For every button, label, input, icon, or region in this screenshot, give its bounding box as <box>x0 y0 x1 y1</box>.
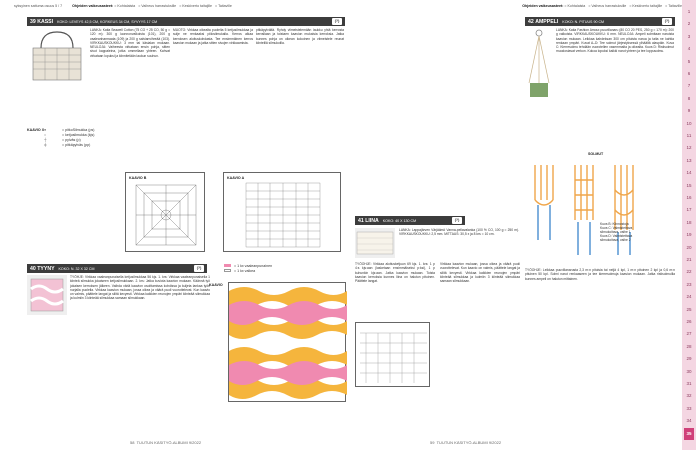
knot-captions <box>600 222 632 242</box>
magazine-name-right: TUUTUN KÄSITYÖ-ALBUMI 9/2022 <box>436 440 502 445</box>
page-tab[interactable]: 21 <box>686 257 692 262</box>
section-number: 42 <box>528 18 534 25</box>
section-title: AMPPELI <box>535 18 559 25</box>
section-title: LIINA <box>365 217 379 224</box>
page-tab-strip <box>682 0 696 450</box>
kassi-instructions-cont: pitkäpylväitä. Ryhdy viimeistelemään laukku yhtä kerrosta kerrallaan ja toistaen kaavion mukaisia kerroksia. Jatka kunnes pohja on oikean kokoinen ja viimeistele reunat kiinteillä silmukoilla. <box>256 28 344 45</box>
ps-symbol-icon: ● <box>44 128 47 132</box>
pp-symbol-icon: ╪ <box>44 143 47 147</box>
liina-materials-text: LANKA: Lappajärven Värjäämö Vanna-pellavalanka (100 % CO, 100 g = 250 m). VIRKKAUSKOUKKU: 2,5 mm. MITTAUS: 30,5 x ja 8 krs = 10 cm. <box>399 228 519 237</box>
kassi-instructions-text: MUOTO: Virkkaa oikealta puolelta 5 ketjusilmukkaa ja sulje ne renkaaksi piilosilmukalla. Kerros alkaa kerroksen aloituskohdasta. Tee ensimmäinen kerros kaavion mukaan ja jatka sitten sivujen virkkaamista. <box>173 28 253 45</box>
page-tab[interactable]: 32 <box>686 393 692 399</box>
level-legend-title-right: Ohjeiden vaikeusasteet: <box>522 4 564 8</box>
section-header-ampeli <box>525 17 675 26</box>
white-swatch-icon <box>224 269 234 274</box>
crochet-chart-b <box>125 172 205 252</box>
difficulty-badge: (?) <box>332 18 342 25</box>
page-number-left: 58 <box>130 440 135 445</box>
page-tab[interactable]: 33 <box>686 405 692 411</box>
level-legend-right-item-2: = Vaiheus harrastuksille <box>588 4 627 8</box>
level-legend-right-item-3: = Keskiverto taitajille <box>629 4 663 8</box>
difficulty-badge: (?) <box>452 217 462 224</box>
section-size: KOKO: LEVEYS 42,5 CM, KORKEUS 34 CM, SYVYYS 17 CM <box>57 19 158 24</box>
section-title: KASSI <box>37 18 54 25</box>
section-size: KOKO: N. 32 X 32 CM <box>58 266 95 271</box>
section-header-liina <box>355 216 465 225</box>
level-legend-right-item-1: = Kohtalaista <box>564 4 586 8</box>
page-tab[interactable]: 20 <box>686 244 692 250</box>
ampeli-instructions-text: TYÖOHJE: Leikkaa puuvillanarusta 2,3 m:n pituisia tai neljä 4 kpl, 1 m:n pituinen 2 kpl ja 0,6 m:n pituinen 50 kpl. Solmi narut renkaaseen ja tee kierresolmuja kaavion mukaan. Jatka ristisolmuilla kunnes ampeli on halutun mittainen. <box>525 268 675 281</box>
page-tab[interactable]: 8 <box>687 95 691 101</box>
chart-label-b: KAAVIO B <box>129 176 147 180</box>
page-tab[interactable]: 3 <box>687 33 691 39</box>
plant-hanger-photo <box>525 28 553 108</box>
page-tab[interactable]: 9 <box>687 108 691 114</box>
caption-line: Kuva D: Valmistettava <box>600 234 633 238</box>
page-tab[interactable]: 25 <box>686 306 692 312</box>
level-legend-item-2: = Vaiheus harrastuksille <box>138 4 177 8</box>
legend-item: = 1 kx vaaleanpunainen <box>234 264 273 268</box>
liina-instructions-cont: Virkkaa kaavion mukaan, jossa oikea ja väärä puoli vuorottelevat. Kun kaavio on valmis, päättele langat ja silitä kevyesti. Virkkaa kaikkien reunojen ympäri kiinteää silmukkaa ja kulmiin 3 kiinteää silmukkaa samaan silmukkaan. <box>440 262 520 284</box>
ampeli-materials-text <box>556 28 674 148</box>
page-tab[interactable]: 17 <box>686 207 692 213</box>
color-legend <box>224 264 272 274</box>
page-tab[interactable]: 7 <box>687 83 691 89</box>
page-tab[interactable]: 1 <box>687 9 691 14</box>
kassi-finishing-text <box>262 112 344 162</box>
page-tab[interactable]: 30 <box>686 368 692 374</box>
section-header-kassi <box>27 17 345 26</box>
difficulty-badge: (?) <box>662 18 672 25</box>
page-tab[interactable]: 29 <box>686 356 692 362</box>
page-tab[interactable]: 18 <box>686 219 692 225</box>
level-legend-title: Ohjeiden vaikeusasteet: <box>72 4 114 8</box>
tyyny-instructions-cont: Virkkaa kaavion mukaan, jossa oikea ja väärä puoli vuorottelevat. Kun kaavio on valmis, päättele langat ja silitä kevyesti. Virkkaa kaikkien reunojen ympäri kiinteää silmukkaa ja kulmiin 3 kiinteää silmukkaa samaan silmukkaan. <box>70 287 210 301</box>
level-legend-item-4: = Taitaville <box>215 4 232 8</box>
page-tab[interactable]: 12 <box>686 145 692 151</box>
page-tab[interactable]: 2 <box>687 21 691 27</box>
footer-left <box>130 440 201 445</box>
section-number: 41 <box>358 217 364 224</box>
page-tab[interactable]: 11 <box>686 133 692 138</box>
page-tab[interactable]: 24 <box>686 294 692 300</box>
running-header-right <box>352 0 682 12</box>
legend-item: = ketjusilmukka (kjs) <box>62 133 95 137</box>
kassi-materials-text: LANKA: Katia Seawell Cotton (75 CO + 25 CO, 50 g = 120 m): 300 g luonnonvalkoista (101), 200 g vaaleanharmaata (109) ja 200 g salvianvihreää (103). VIRKKAUSKOUKKU: 3 mm tai käsialan mukaan. NEULOJA: Vaiheesta virkataan ensin pohja, sitten sivut kappaleina, jotka ommellaan yhteen. Kahvat virkataan lopuksi ja kiinnitetään laukun suuhun. <box>90 28 170 58</box>
chart-label-c: KAAVIO <box>209 283 223 287</box>
bag-photo <box>27 28 87 83</box>
legend-row <box>224 269 272 274</box>
difficulty-badge: (?) <box>194 265 204 272</box>
pillow-photo <box>27 275 67 315</box>
page-tab[interactable]: 16 <box>686 195 692 200</box>
caption-line: silmukoitava, vaihe 2 <box>600 238 631 242</box>
page-tab[interactable]: 28 <box>686 343 692 349</box>
liina-crochet-chart <box>355 322 430 387</box>
running-header-left <box>14 0 344 12</box>
section-size: KOKO: N. PITUUS 90 CM <box>562 19 605 24</box>
page-tab[interactable]: 4 <box>687 46 691 52</box>
stitch-legend <box>44 128 94 148</box>
page-tab[interactable]: 14 <box>686 170 692 176</box>
page-tab[interactable]: 22 <box>686 269 692 275</box>
page-tab[interactable]: 19 <box>686 232 692 238</box>
caption-line: Kuva C: Valmistettava <box>600 226 633 230</box>
page-tab[interactable]: 35 <box>684 428 694 440</box>
legend-item: = pylväs (p) <box>62 138 81 142</box>
ampeli-knots: Kuvat A–D: Tee solmut järjestyksessä ylhäältä alaspäin. Kuva C: Kierresolmu tehdään vuorotellen vasemmalta ja oikealta. Kuva D: Ristisolmut muodostavat verkon. Kokoa lopuksi kaikki narut yhteen ja tee loppusolmu. <box>556 40 674 54</box>
liina-instructions-text: TYÖOHJE: Virkkaa aloitusketjuun 69 kjs. 1. krs: 1 p 4:s kjs:aan (lasketaan ensimmäiseksi p:ksi), 1 p kuhunkin kjs:aan. Jatka kaavion mukaan. Toista kaavion kerroksia kunnes liina on halutun pituinen. Päättele langat. <box>355 262 435 284</box>
page-tab[interactable]: 10 <box>686 120 692 126</box>
knot-illustrations <box>525 160 675 260</box>
tablecloth-photo <box>355 228 395 258</box>
caption-line: silmukoitava, vaihe 1 <box>600 230 631 234</box>
page-tab[interactable]: 27 <box>686 331 692 337</box>
section-title: TYYNY <box>37 265 55 272</box>
knots-title: SOLMUT <box>588 152 604 156</box>
magazine-name-left: TUUTUN KÄSITYÖ-ALBUMI 9/2022 <box>136 440 202 445</box>
section-number: 40 <box>30 265 36 272</box>
ampeli-materials: LANKA: Katia Fashion Amour-puuvillanaru (80 CO 20 PES, 250 g = 170 m): 200 g valkoista. VIRKKAUSKOUKKU: 6 mm. NEULOJA: Ampeli solmitaan naruista kaavion mukaan. Leikkaa kahdeksan 300 cm pituista narua ja taita ne kahtia renkaan ympäri. <box>556 28 674 45</box>
legend-label: KAAVIO X <box>27 128 45 132</box>
kjs-symbol-icon: ○ <box>44 133 47 137</box>
tyyny-text <box>70 275 210 400</box>
page-tab[interactable]: 6 <box>687 71 691 76</box>
page-tab[interactable]: 13 <box>686 157 692 163</box>
legend-item: = pitkäpylväs (pp) <box>62 143 91 147</box>
section-size: KOKO: 40 X 130 CM <box>382 218 417 223</box>
page-tab[interactable]: 26 <box>686 319 692 324</box>
p-symbol-icon: ┼ <box>44 138 47 142</box>
level-legend-right-item-4: = Taitaville <box>665 4 682 8</box>
page-tab[interactable]: 23 <box>686 281 692 287</box>
level-legend-item-3: = Keskiverto taitajille <box>179 4 213 8</box>
legend-item: = pitkoSilmukka (ps) <box>62 128 95 132</box>
legend-row <box>44 143 94 148</box>
page-number-right: 59 <box>430 440 435 445</box>
footer-right <box>430 440 501 445</box>
running-header-left-prefix: syksyinen sattuma osuus 5 / 7 <box>14 4 63 8</box>
page-tab[interactable]: 15 <box>686 182 692 188</box>
section-header-tyyny <box>27 264 207 273</box>
page-tab[interactable]: 5 <box>687 58 691 64</box>
section-number: 39 <box>30 18 36 25</box>
page-tab[interactable]: 34 <box>686 418 692 424</box>
chart-label-a: KAAVIO A <box>227 176 245 180</box>
level-legend-item-1: = Kohtalaista <box>114 4 136 8</box>
tyyny-instructions: TYÖHJE: Virkkaa vaaleanpunaisella ketjusilmukkaa 56 kjs. 1. krs: Virkkaa vaaleanpunaisella 1 kiinteä silmukka jokaiseen ketjusilmukkaan. 2. krs: Jatka kuviota kaavion mukaan. Käännä työ jokaisen kerroksen jälkeen. Vaihda väriä kaavion osoittamissa kohdissa ja kuljeta lankaa työn nurjalla puolella. <box>70 275 210 292</box>
page-tab[interactable]: 31 <box>686 381 692 386</box>
crochet-chart-a <box>223 172 341 252</box>
caption-line: Kuva B: Kiinnostoja <box>600 222 629 226</box>
wave-pattern-chart <box>209 282 346 402</box>
legend-item: = 1 kx valkea <box>234 269 256 273</box>
